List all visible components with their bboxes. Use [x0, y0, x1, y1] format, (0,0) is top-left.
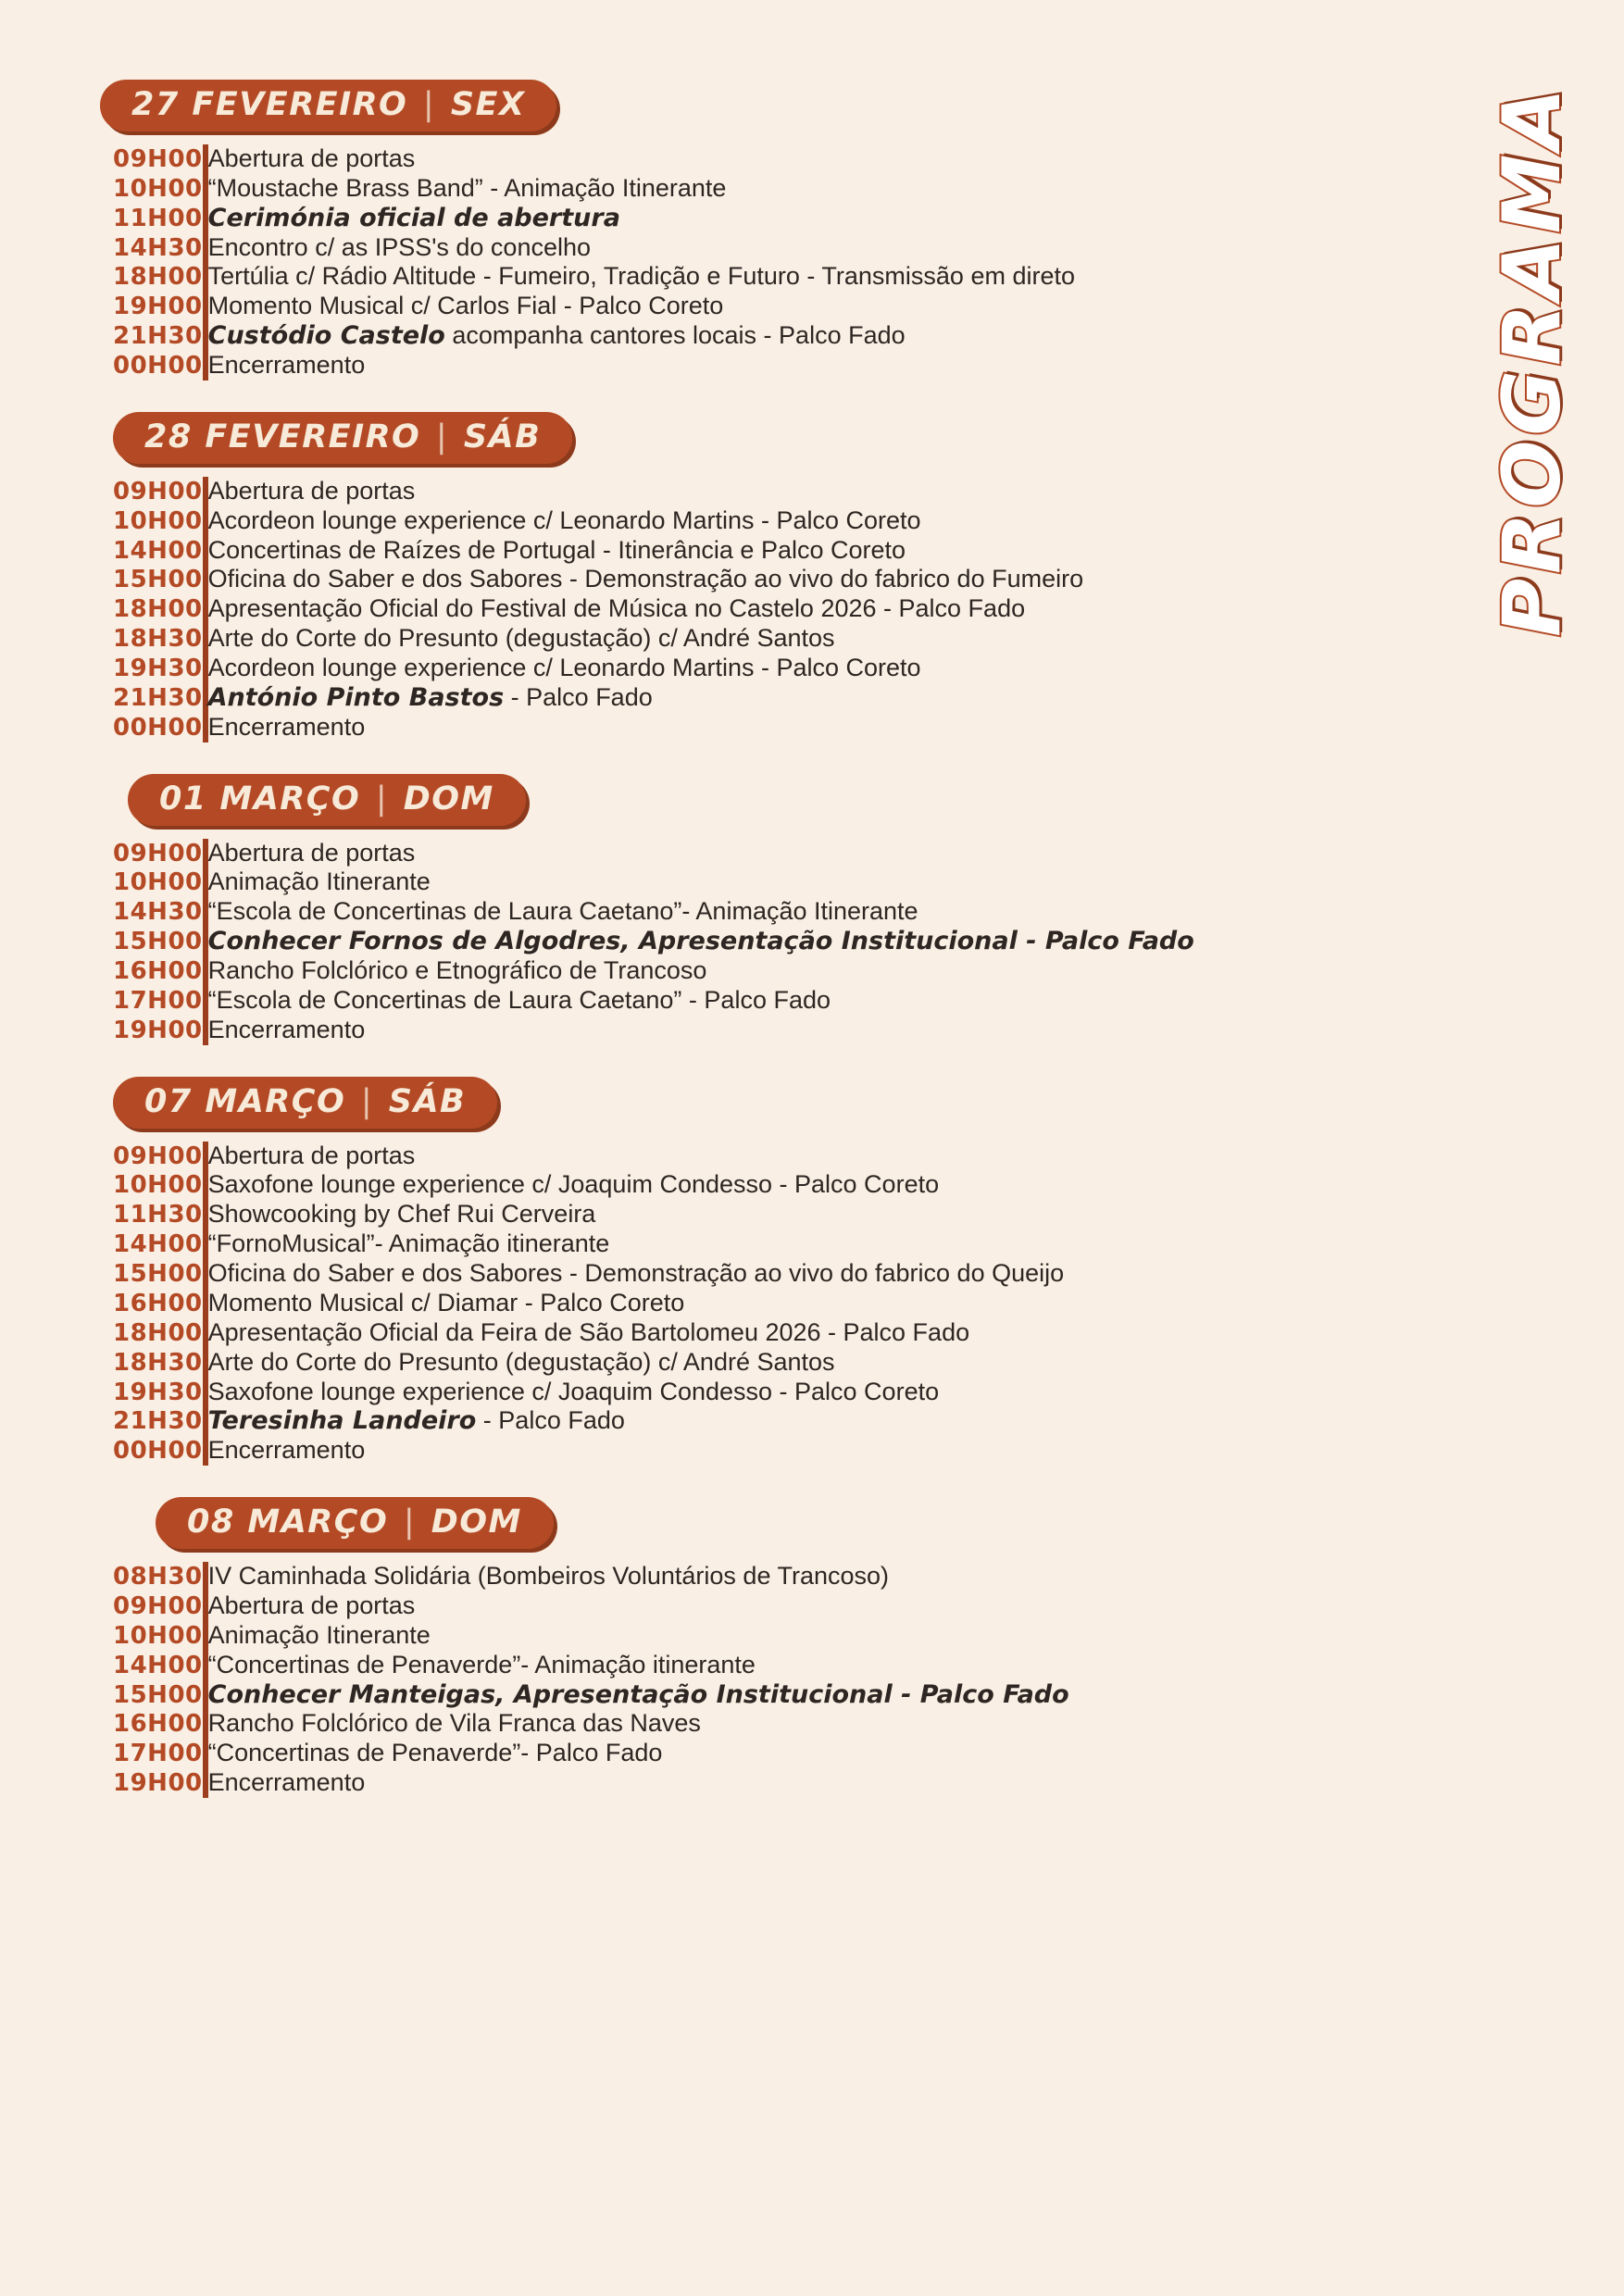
schedule-description — [206, 713, 1084, 742]
day-header — [100, 80, 556, 131]
day-block — [100, 1497, 1396, 1798]
schedule-row — [113, 233, 1075, 263]
schedule-text: Rancho Folclórico de Vila Franca das Naves — [207, 1709, 701, 1738]
day-date: 08 MARÇO — [187, 1504, 389, 1541]
schedule-row — [113, 956, 1194, 986]
schedule-text: Saxofone lounge experience c/ Joaquim Condesso - Palco Coreto — [207, 1170, 940, 1199]
schedule-row — [113, 683, 1083, 713]
schedule-time: 21H30 — [113, 683, 203, 712]
schedule-table — [113, 839, 1194, 1045]
day-header — [156, 1497, 554, 1549]
schedule-description — [206, 1709, 1069, 1739]
schedule-description — [206, 565, 1084, 594]
schedule-description — [206, 1378, 1065, 1407]
schedule-text: Arte do Corte do Presunto (degustação) c/ André Santos — [207, 624, 835, 653]
schedule-row — [113, 1170, 1064, 1200]
schedule-row — [113, 1348, 1064, 1378]
schedule-description — [206, 1170, 1065, 1200]
day-date: 28 FEVEREIRO — [144, 418, 421, 455]
schedule-time: 16H00 — [113, 1289, 203, 1317]
day-block — [100, 412, 1396, 742]
schedule-text: “Concertinas de Penaverde”- Palco Fado — [207, 1739, 663, 1767]
day-date: 27 FEVEREIRO — [131, 86, 408, 123]
schedule-row — [113, 839, 1194, 868]
schedule-description — [206, 1621, 1069, 1651]
day-header — [113, 412, 572, 464]
schedule-text: Momento Musical c/ Diamar - Palco Coreto — [207, 1288, 685, 1316]
page-title-vertical: PROGRAMA — [1486, 83, 1579, 637]
schedule-time: 19H00 — [113, 1016, 203, 1044]
schedule-text: Momento Musical c/ Carlos Fial - Palco Coreto — [207, 292, 724, 320]
schedule-time: 11H30 — [113, 1201, 203, 1229]
day-date: 01 MARÇO — [159, 780, 361, 817]
schedule-table — [113, 1562, 1069, 1798]
schedule-row — [113, 506, 1083, 536]
schedule-highlight: Custódio Castelo — [207, 321, 445, 351]
schedule-row — [113, 1229, 1064, 1259]
day-header-separator: | — [392, 1504, 428, 1541]
schedule-text: Oficina do Saber e dos Sabores - Demonstração ao vivo do fabrico do Queijo — [207, 1259, 1065, 1288]
schedule-description — [206, 1229, 1065, 1259]
schedule-description — [206, 262, 1075, 292]
schedule-row — [113, 1436, 1064, 1466]
schedule-row — [113, 1709, 1069, 1739]
schedule-time: 09H00 — [113, 1142, 203, 1170]
schedule-highlight: António Pinto Bastos — [207, 682, 505, 712]
schedule-time: 18H00 — [113, 595, 203, 624]
schedule-text: Abertura de portas — [207, 838, 416, 867]
schedule-text: Oficina do Saber e dos Sabores - Demonstração ao vivo do fabrico do Fumeiro — [207, 565, 1084, 593]
schedule-text: Abertura de portas — [207, 144, 416, 172]
schedule-row — [113, 144, 1075, 174]
schedule-time: 00H00 — [113, 1437, 203, 1466]
schedule-description — [206, 1016, 1194, 1045]
schedule-row — [113, 594, 1083, 624]
schedule-text: Encerramento — [207, 1768, 366, 1797]
schedule-time: 09H00 — [113, 477, 203, 505]
schedule-text: Encerramento — [207, 351, 366, 380]
schedule-description — [206, 1259, 1065, 1289]
schedule-text: Concertinas de Raízes de Portugal - Itinerância e Palco Coreto — [207, 535, 906, 564]
schedule-text: Apresentação Oficial da Feira de São Bartolomeu 2026 - Palco Fado — [207, 1317, 970, 1346]
schedule-row — [113, 1259, 1064, 1289]
day-date: 07 MARÇO — [144, 1082, 346, 1120]
schedule-text: Rancho Folclórico e Etnográfico de Trancoso — [207, 956, 707, 985]
schedule-text: Abertura de portas — [207, 1591, 416, 1619]
schedule-row — [113, 1318, 1064, 1348]
schedule-description — [206, 321, 1075, 351]
schedule-time: 18H30 — [113, 625, 203, 654]
day-header-separator: | — [349, 1082, 385, 1120]
schedule-time: 11H00 — [113, 204, 203, 232]
schedule-row — [113, 1142, 1064, 1171]
day-block — [100, 1077, 1396, 1466]
day-header-separator: | — [424, 418, 460, 455]
schedule-description — [206, 536, 1084, 566]
schedule-description — [206, 144, 1075, 174]
schedule-time: 17H00 — [113, 986, 203, 1015]
schedule-time: 19H30 — [113, 1378, 203, 1406]
schedule-text: Encerramento — [207, 1015, 366, 1043]
schedule-text: Animação Itinerante — [207, 1620, 431, 1649]
schedule-time: 21H30 — [113, 1407, 203, 1436]
schedule-text: Saxofone lounge experience c/ Joaquim Condesso - Palco Coreto — [207, 1377, 940, 1405]
schedule-description — [206, 683, 1084, 713]
schedule-description — [206, 897, 1194, 927]
schedule-text: “Escola de Concertinas de Laura Caetano”- Animação Itinerante — [207, 897, 918, 926]
schedule-row — [113, 1651, 1069, 1680]
schedule-text: Acordeon lounge experience c/ Leonardo Martins - Palco Coreto — [207, 654, 921, 682]
schedule-time: 09H00 — [113, 1591, 203, 1620]
schedule-time: 14H00 — [113, 536, 203, 565]
schedule-description — [206, 233, 1075, 263]
schedule-text: - Palco Fado — [476, 1406, 625, 1435]
schedule-row — [113, 477, 1083, 506]
schedule-row — [113, 1591, 1069, 1621]
schedule-time: 19H00 — [113, 293, 203, 321]
schedule-time: 15H00 — [113, 1680, 203, 1709]
schedule-time: 15H00 — [113, 1260, 203, 1289]
schedule-table — [113, 144, 1075, 381]
schedule-description — [206, 1651, 1069, 1680]
schedule-description — [206, 477, 1084, 506]
day-weekday: SÁB — [388, 1082, 467, 1120]
schedule-text: Acordeon lounge experience c/ Leonardo Martins - Palco Coreto — [207, 505, 921, 534]
schedule-row — [113, 292, 1075, 321]
day-header — [128, 774, 526, 826]
schedule-description — [206, 1436, 1065, 1466]
schedule-row — [113, 536, 1083, 566]
schedule-time: 18H00 — [113, 1318, 203, 1347]
schedule-text: Encerramento — [207, 1436, 366, 1465]
schedule-row — [113, 565, 1083, 594]
schedule-description — [206, 204, 1075, 233]
schedule-time: 16H00 — [113, 1710, 203, 1739]
schedule-time: 10H00 — [113, 868, 203, 897]
schedule-time: 10H00 — [113, 506, 203, 535]
schedule-highlight: Conhecer Manteigas, Apresentação Institucional - Palco Fado — [207, 1679, 1069, 1709]
schedule-description — [206, 292, 1075, 321]
schedule-text: Tertúlia c/ Rádio Altitude - Fumeiro, Tradição e Futuro - Transmissão em direto — [207, 262, 1076, 291]
schedule-time: 08H30 — [113, 1563, 203, 1591]
schedule-row — [113, 1378, 1064, 1407]
day-weekday: SEX — [450, 86, 526, 123]
schedule-row — [113, 174, 1075, 204]
schedule-description — [206, 927, 1194, 956]
schedule-description — [206, 1680, 1069, 1710]
schedule-description — [206, 594, 1084, 624]
schedule-text: Animação Itinerante — [207, 867, 431, 896]
schedule-text: Encerramento — [207, 712, 366, 741]
schedule-description — [206, 351, 1075, 381]
day-header — [113, 1077, 497, 1129]
schedule-time: 17H00 — [113, 1740, 203, 1768]
schedule-time: 00H00 — [113, 352, 203, 381]
schedule-time: 00H00 — [113, 713, 203, 742]
schedule-text: IV Caminhada Solidária (Bombeiros Voluntários de Trancoso) — [207, 1562, 890, 1591]
schedule-description — [206, 654, 1084, 683]
schedule-text: acompanha cantores locais - Palco Fado — [444, 321, 906, 350]
day-weekday: DOM — [431, 1504, 522, 1541]
schedule-description — [206, 1591, 1069, 1621]
schedule-row — [113, 1739, 1069, 1768]
schedule-time: 16H00 — [113, 957, 203, 986]
schedule-description — [206, 1318, 1065, 1348]
day-header-separator: | — [364, 780, 400, 817]
schedule-time: 10H00 — [113, 174, 203, 203]
schedule-highlight: Cerimónia oficial de abertura — [207, 203, 620, 232]
schedule-description — [206, 986, 1194, 1016]
schedule-row — [113, 897, 1194, 927]
schedule-text: “Escola de Concertinas de Laura Caetano” - Palco Fado — [207, 985, 831, 1014]
schedule-row — [113, 713, 1083, 742]
schedule-time: 19H30 — [113, 655, 203, 683]
schedule-description — [206, 1739, 1069, 1768]
schedule-highlight: Conhecer Fornos de Algodres, Apresentação Institucional - Palco Fado — [207, 927, 1194, 956]
schedule-time: 09H00 — [113, 839, 203, 867]
schedule-time: 19H00 — [113, 1769, 203, 1798]
schedule-description — [206, 1406, 1065, 1436]
schedule-time: 10H00 — [113, 1621, 203, 1650]
schedule-row — [113, 1016, 1194, 1045]
schedule-time: 15H00 — [113, 566, 203, 594]
schedule-row — [113, 654, 1083, 683]
schedule-description — [206, 1562, 1069, 1591]
schedule-time: 10H00 — [113, 1171, 203, 1200]
schedule-row — [113, 1621, 1069, 1651]
schedule-text: Arte do Corte do Presunto (degustação) c/ André Santos — [207, 1347, 835, 1376]
schedule-table — [113, 1142, 1064, 1466]
schedule-row — [113, 1200, 1064, 1229]
schedule-text: Showcooking by Chef Rui Cerveira — [207, 1200, 596, 1229]
schedule-row — [113, 351, 1075, 381]
schedule-time: 14H30 — [113, 233, 203, 262]
schedule-row — [113, 624, 1083, 654]
schedule-description — [206, 1348, 1065, 1378]
schedule-description — [206, 867, 1194, 897]
day-weekday: DOM — [403, 780, 494, 817]
schedule-time: 18H30 — [113, 1348, 203, 1377]
schedule-time: 15H00 — [113, 928, 203, 956]
schedule-description — [206, 1200, 1065, 1229]
schedule-description — [206, 624, 1084, 654]
schedule-container — [100, 80, 1396, 1829]
schedule-row — [113, 927, 1194, 956]
schedule-time: 18H00 — [113, 263, 203, 292]
schedule-highlight: Teresinha Landeiro — [207, 1406, 477, 1436]
day-block — [100, 774, 1396, 1045]
schedule-row — [113, 321, 1075, 351]
schedule-time: 09H00 — [113, 145, 203, 173]
schedule-row — [113, 1406, 1064, 1436]
schedule-description — [206, 1142, 1065, 1171]
schedule-text: “Concertinas de Penaverde”- Animação itinerante — [207, 1650, 756, 1678]
schedule-description — [206, 956, 1194, 986]
schedule-row — [113, 1680, 1069, 1710]
day-header-separator: | — [411, 86, 447, 123]
day-weekday: SÁB — [463, 418, 542, 455]
schedule-row — [113, 1562, 1069, 1591]
schedule-description — [206, 1289, 1065, 1318]
schedule-text: - Palco Fado — [504, 682, 653, 711]
schedule-description — [206, 174, 1075, 204]
schedule-time: 21H30 — [113, 322, 203, 351]
day-block — [100, 80, 1396, 381]
schedule-row — [113, 1289, 1064, 1318]
schedule-row — [113, 262, 1075, 292]
schedule-description — [206, 1768, 1069, 1798]
schedule-time: 14H30 — [113, 898, 203, 927]
schedule-text: Encontro c/ as IPSS's do concelho — [207, 232, 592, 261]
schedule-time: 14H00 — [113, 1651, 203, 1679]
schedule-text: “Moustache Brass Band” - Animação Itinerante — [207, 173, 727, 202]
schedule-description — [206, 506, 1084, 536]
schedule-row — [113, 204, 1075, 233]
schedule-text: Apresentação Oficial do Festival de Música no Castelo 2026 - Palco Fado — [207, 594, 1026, 623]
schedule-description — [206, 839, 1194, 868]
schedule-text: Abertura de portas — [207, 1141, 416, 1169]
schedule-text: Abertura de portas — [207, 476, 416, 505]
schedule-text: “FornoMusical”- Animação itinerante — [207, 1229, 610, 1258]
schedule-row — [113, 1768, 1069, 1798]
schedule-table — [113, 477, 1083, 742]
schedule-time: 14H00 — [113, 1230, 203, 1259]
schedule-row — [113, 867, 1194, 897]
schedule-row — [113, 986, 1194, 1016]
